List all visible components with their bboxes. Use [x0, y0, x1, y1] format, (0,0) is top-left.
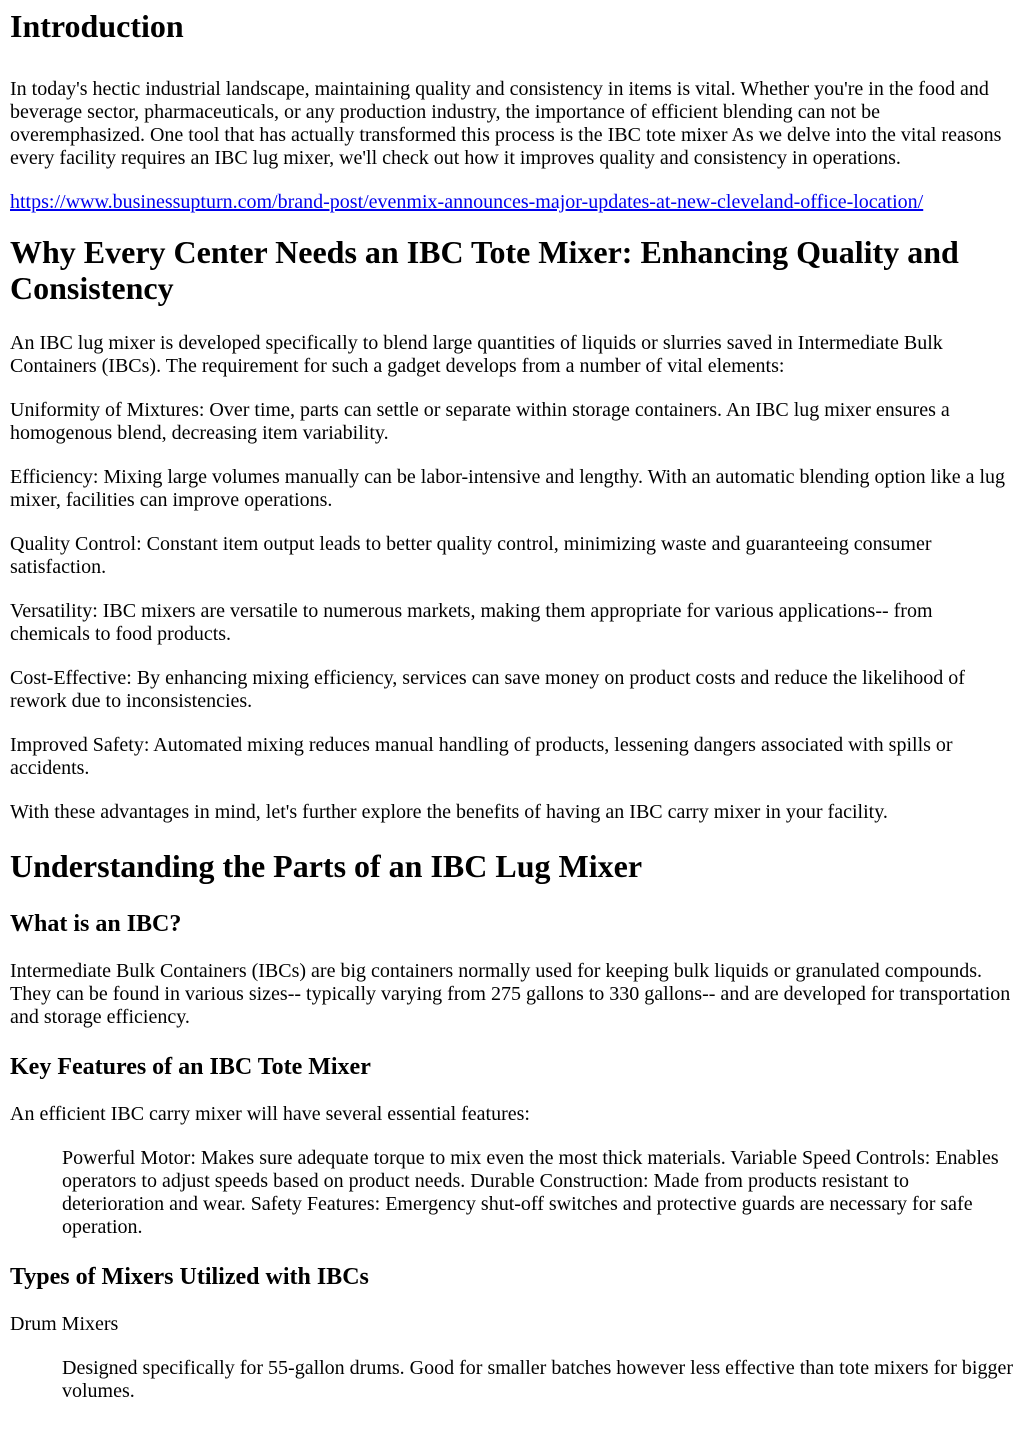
- what-is-ibc-heading: What is an IBC?: [10, 911, 182, 937]
- article: [0, 8, 1024, 1403]
- key-features-quote: Powerful Motor: Makes sure adequate torque to mix even the most thick materials. Variable Speed Controls: Enables operators to adjust speeds based on product needs. Durable Construction: Made from products resistant to deterioration and wear. Safety Features: Emergency shut-off switches and protective guards are necessary for safe operation.: [62, 1147, 999, 1238]
- key-features-intro: An efficient IBC carry mixer will have several essential features:: [10, 1103, 530, 1125]
- intro-paragraph: In today's hectic industrial landscape, maintaining quality and consistency in items is vital. Whether you're in the food and beverage sector, pharmaceuticals, or any production industry, the importance of efficient blending can not be overemphasized. One tool that has actually transformed this process is the IBC tote mixer As we delve into the vital reasons every facility requires an IBC lug mixer, we'll check out how it improves quality and consistency in operations.: [10, 78, 1002, 169]
- why-paragraph: An IBC lug mixer is developed specifically to blend large quantities of liquids or slurries saved in Intermediate Bulk Containers (IBCs). The requirement for such a gadget develops from a number of vital elements:: [10, 332, 943, 377]
- point-cost-effective: Cost-Effective: By enhancing mixing efficiency, services can save money on product costs and reduce the likelihood of rework due to inconsistencies.: [10, 667, 965, 712]
- parts-heading: Understanding the Parts of an IBC Lug Mixer: [10, 848, 643, 884]
- drum-mixers-label: Drum Mixers: [10, 1313, 119, 1335]
- mixer-types-heading: Types of Mixers Utilized with IBCs: [10, 1264, 369, 1290]
- point-improved-safety: Improved Safety: Automated mixing reduces manual handling of products, lessening dangers associated with spills or accidents.: [10, 734, 953, 779]
- what-is-ibc-paragraph: Intermediate Bulk Containers (IBCs) are big containers normally used for keeping bulk liquids or granulated compounds. They can be found in various sizes-- typically varying from 275 gallons to 330 gallons-- and are developed for transportation and storage efficiency.: [10, 960, 1011, 1028]
- point-quality-control: Quality Control: Constant item output leads to better quality control, minimizing waste and guaranteeing consumer satisfaction.: [10, 533, 932, 578]
- why-closing: With these advantages in mind, let's further explore the benefits of having an IBC carry mixer in your facility.: [10, 801, 888, 823]
- point-efficiency: Efficiency: Mixing large volumes manually can be labor-intensive and lengthy. With an automatic blending option like a lug mixer, facilities can improve operations.: [10, 466, 1006, 511]
- source-link[interactable]: https://www.businessupturn.com/brand-post/evenmix-announces-major-updates-at-new-cleveland-office-location/: [10, 191, 924, 213]
- key-features-heading: Key Features of an IBC Tote Mixer: [10, 1054, 371, 1080]
- drum-mixers-quote: Designed specifically for 55-gallon drums. Good for smaller batches however less effective than tote mixers for bigger volumes.: [62, 1357, 1013, 1402]
- point-uniformity: Uniformity of Mixtures: Over time, parts can settle or separate within storage containers. An IBC lug mixer ensures a homogenous blend, decreasing item variability.: [10, 399, 950, 444]
- why-heading: Why Every Center Needs an IBC Tote Mixer: Enhancing Quality and Consistency: [10, 234, 959, 306]
- source-link-paragraph: [10, 191, 1014, 214]
- point-versatility: Versatility: IBC mixers are versatile to numerous markets, making them appropriate for various applications-- from chemicals to food products.: [10, 600, 933, 645]
- intro-heading: Introduction: [10, 8, 184, 44]
